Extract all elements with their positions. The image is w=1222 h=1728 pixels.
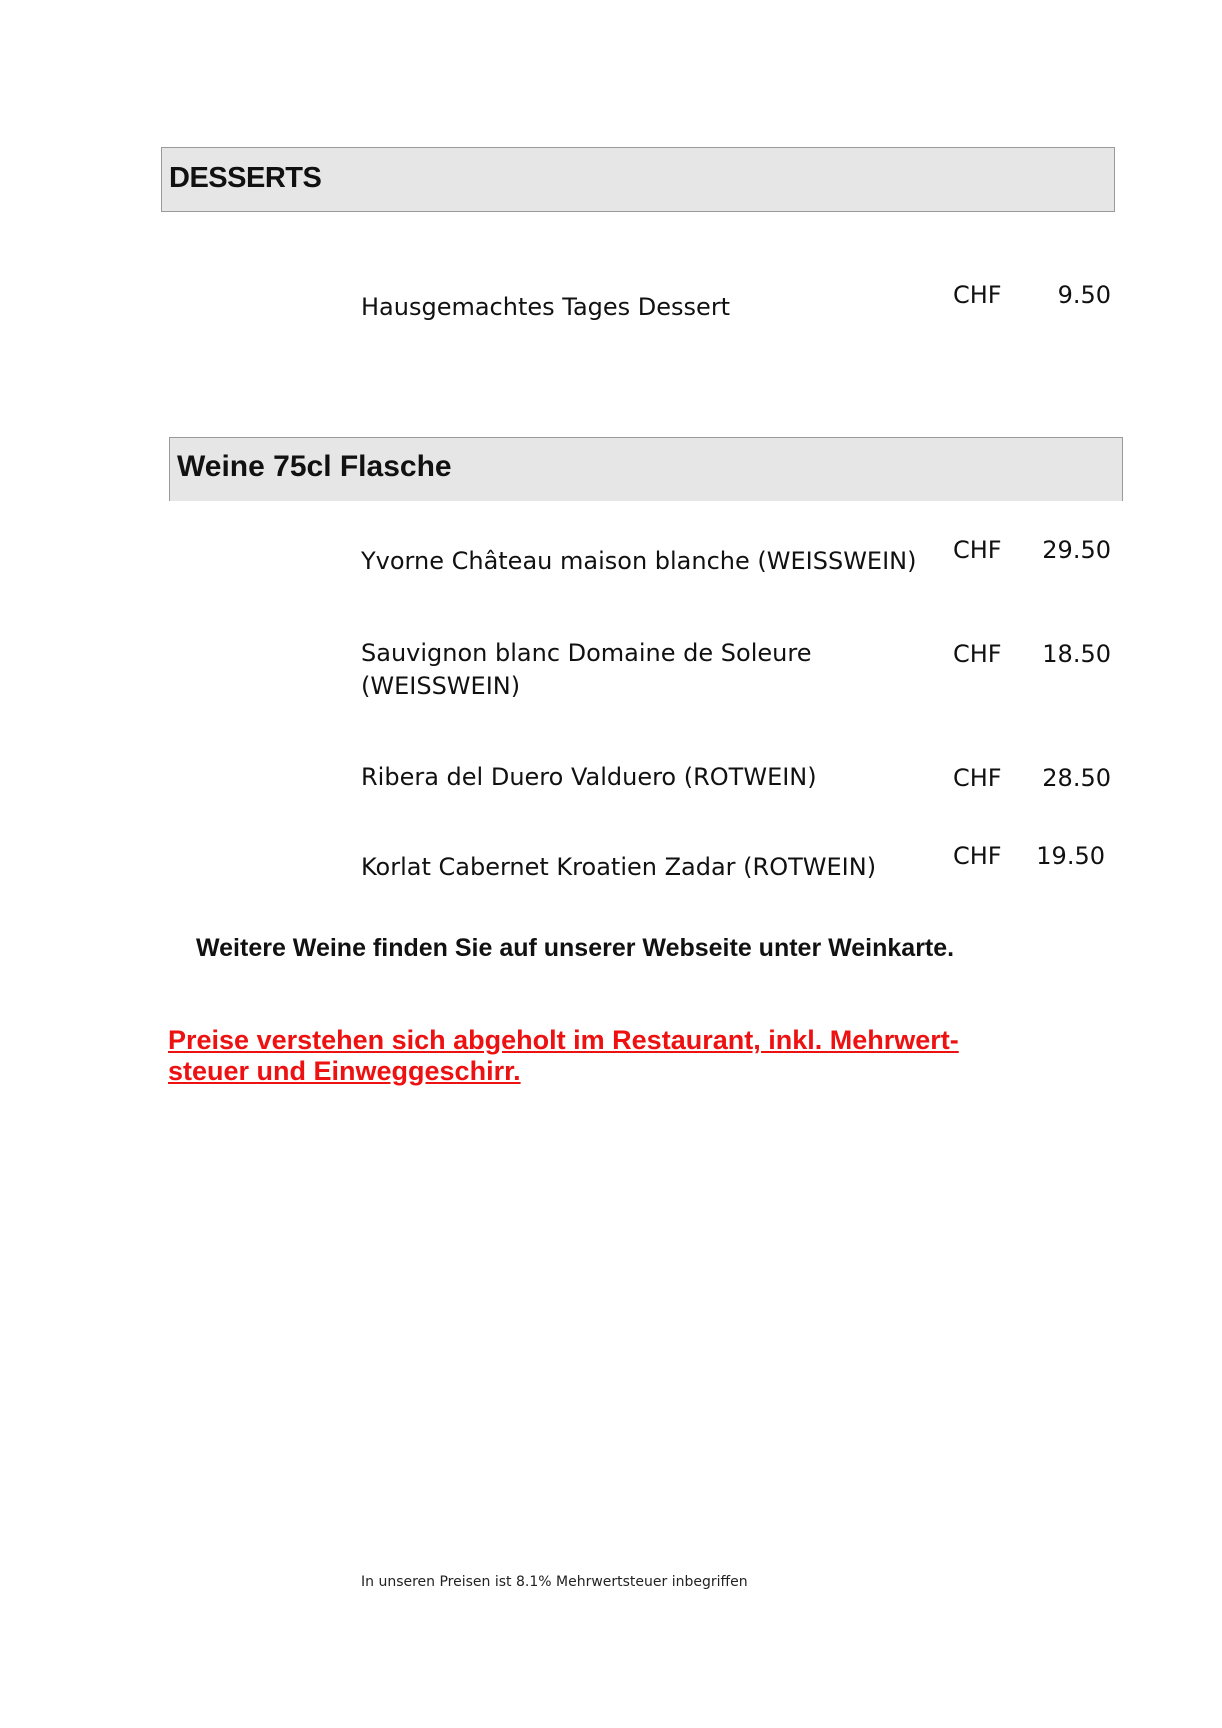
menu-item-name: Hausgemachtes Tages Dessert: [361, 293, 731, 321]
menu-item-name: Korlat Cabernet Kroatien Zadar (ROTWEIN): [361, 853, 877, 881]
wines-section-title: Weine 75cl Flasche: [177, 450, 452, 483]
menu-item-currency: CHF: [953, 640, 1002, 668]
vat-footer-note: In unseren Preisen ist 8.1% Mehrwertsteuer inbegriffen: [361, 1574, 748, 1590]
menu-item-currency: CHF: [953, 281, 1002, 309]
menu-item-name: Yvorne Château maison blanche (WEISSWEIN): [361, 547, 917, 575]
menu-item-currency: CHF: [953, 842, 1002, 870]
desserts-section-header: [161, 147, 1115, 212]
menu-item-currency: CHF: [953, 764, 1002, 792]
menu-item-price: 28.50: [1042, 764, 1111, 792]
desserts-section-title: DESSERTS: [169, 162, 322, 194]
price-disclaimer: Preise verstehen sich abgeholt im Restaurant, inkl. Mehrwert-steuer und Einweggeschirr.: [168, 1025, 959, 1086]
wines-section-header: [169, 437, 1123, 501]
menu-item-name: Sauvignon blanc Domaine de Soleure (WEISSWEIN): [361, 639, 812, 700]
menu-item-price: 19.50: [1036, 842, 1105, 870]
menu-item-price: 29.50: [1042, 536, 1111, 564]
menu-item-price: 18.50: [1042, 640, 1111, 668]
menu-item-name: Ribera del Duero Valduero (ROTWEIN): [361, 763, 817, 791]
menu-item-price: 9.50: [1057, 281, 1111, 309]
menu-item-currency: CHF: [953, 536, 1002, 564]
more-wines-note: Weitere Weine finden Sie auf unserer Webseite unter Weinkarte.: [196, 934, 955, 962]
